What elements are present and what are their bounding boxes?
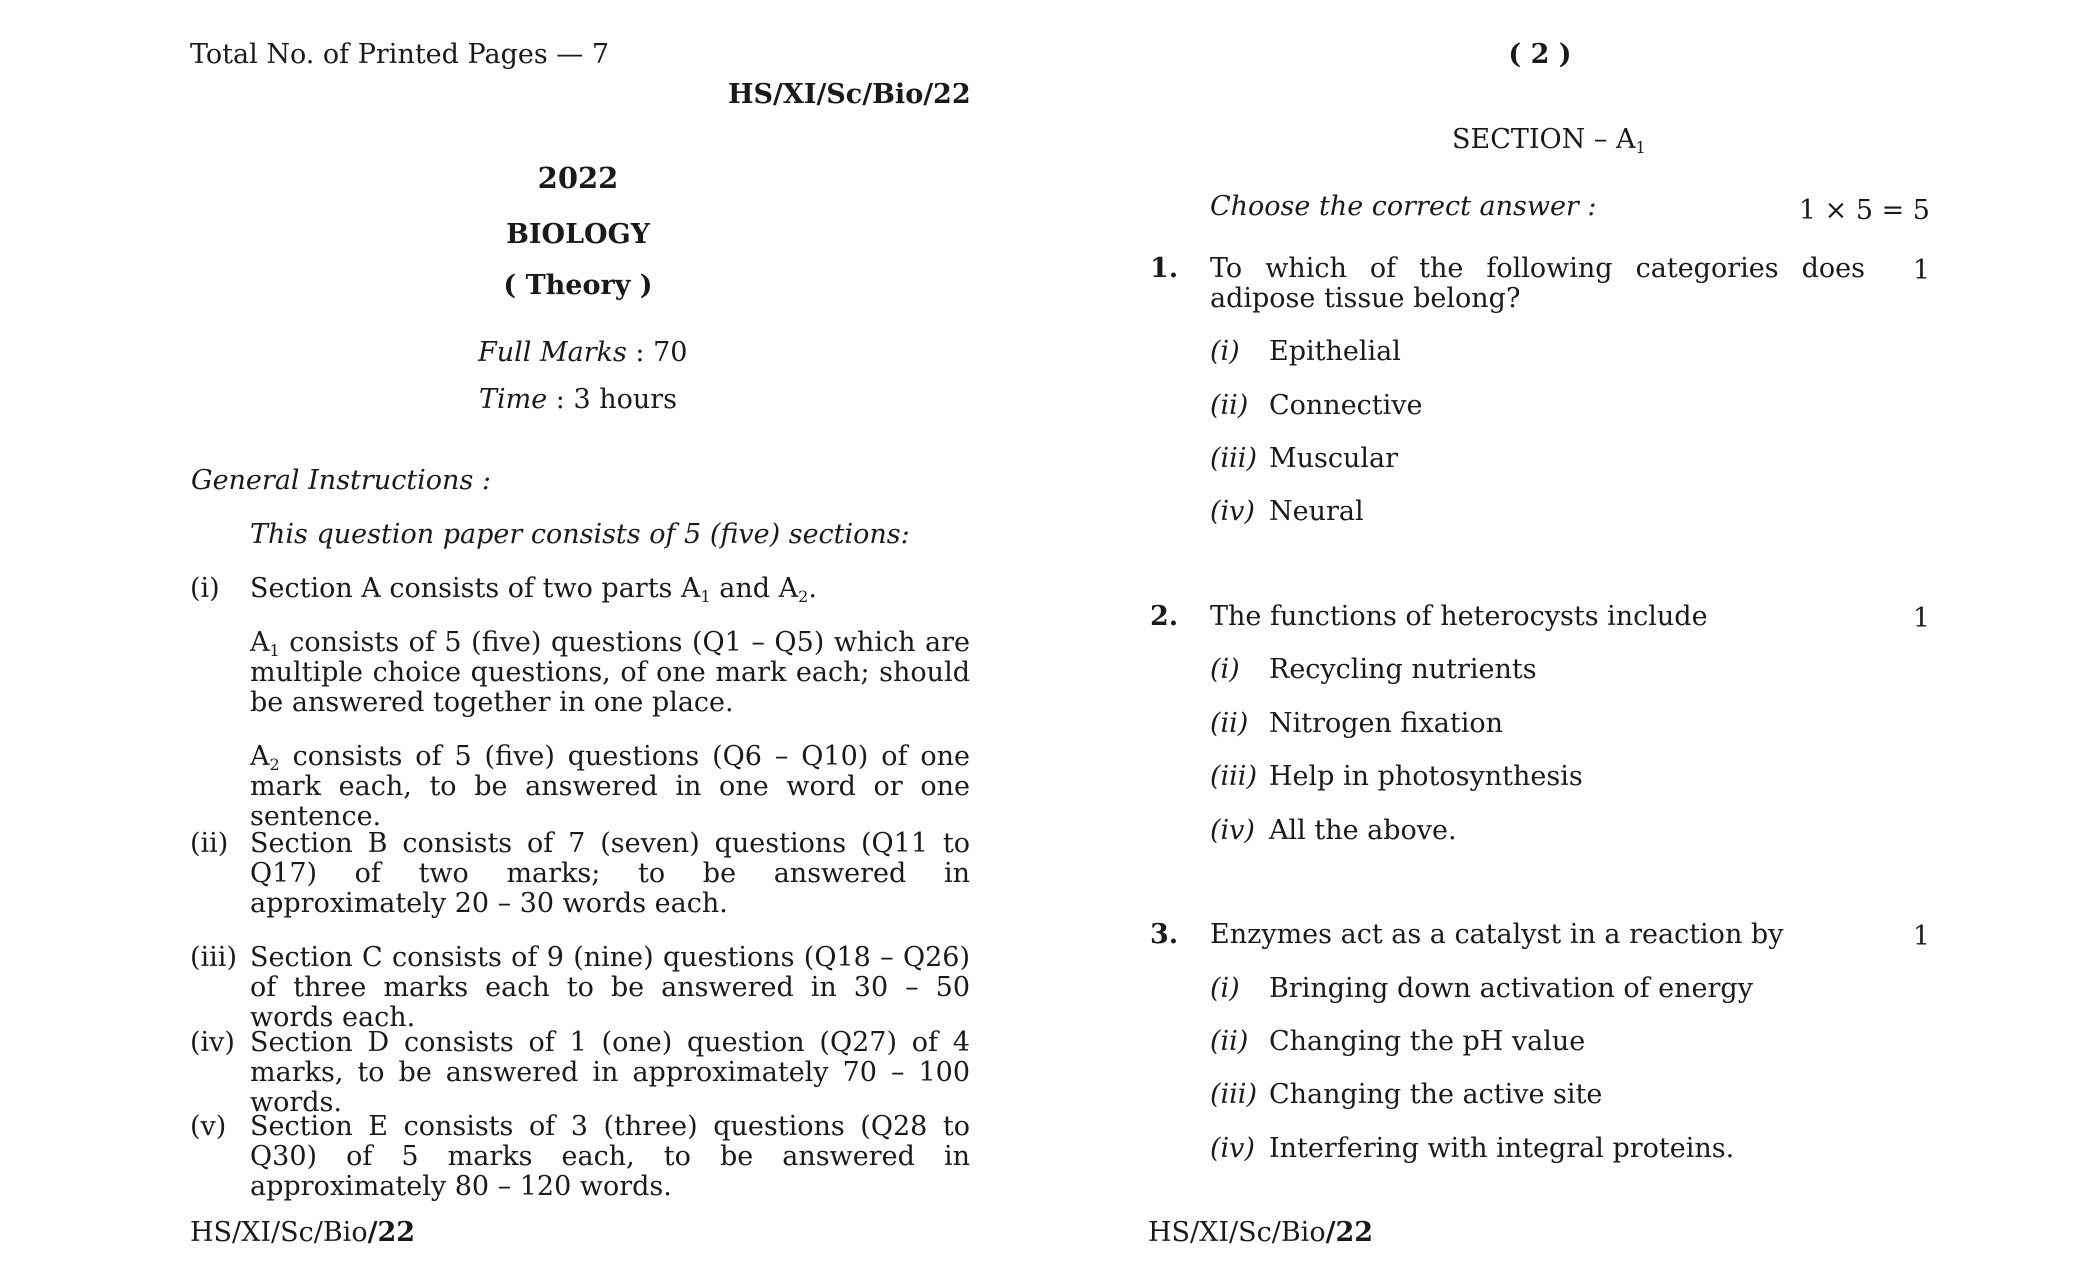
right-footer-code: HS/XI/Sc/Bio/22	[1148, 1217, 1374, 1248]
instruction-marker-iv: (iv)	[190, 1027, 235, 1058]
instruction-a2-text: $A_2$ consists of 5 (five) questions (Q6 – Q10) of one mark each, to be answered in one word or one sentence.	[250, 741, 970, 832]
question-text: To which of the following categories does adipose tissue belong?	[1210, 253, 1865, 314]
option-text: Nitrogen fixation	[1269, 708, 1503, 739]
option-marker: (iii)	[1210, 761, 1257, 792]
section-title: SECTION – $A_1$	[1452, 124, 1646, 157]
page-number: ( 2 )	[1508, 39, 1572, 70]
marks-formula: 1 × 5 = 5	[1798, 195, 1930, 226]
option-text: Changing the active site	[1269, 1079, 1603, 1110]
option-text: All the above.	[1269, 815, 1457, 846]
instruction-marker-iii: (iii)	[190, 942, 237, 973]
exam-year: 2022	[537, 161, 619, 195]
option-marker: (iv)	[1210, 496, 1255, 527]
answer-instruction: Choose the correct answer :	[1210, 191, 1597, 222]
instruction-a1-text: $A_1$ consists of 5 (five) questions (Q1 – Q5) which are multiple choice questions, of one mark each; should be answered together in one place.	[250, 627, 970, 718]
instruction-iv-text: Section D consists of 1 (one) question (Q27) of 4 marks, to be answered in approximately 70 – 100 words.	[250, 1027, 970, 1118]
question-text: Enzymes act as a catalyst in a reaction by	[1210, 919, 1784, 950]
option-marker: (i)	[1210, 336, 1240, 367]
option-text: Neural	[1269, 496, 1364, 527]
instruction-iii-text: Section C consists of 9 (nine) questions (Q18 – Q26) of three marks each to be answered in 30 – 50 words each.	[250, 942, 970, 1033]
question-number: 3.	[1150, 919, 1179, 950]
question-marks: 1	[1912, 255, 1930, 286]
instruction-marker-i: (i)	[190, 573, 220, 604]
option-text: Connective	[1269, 390, 1423, 421]
total-pages-note: Total No. of Printed Pages — 7	[190, 39, 610, 70]
question-text: The functions of heterocysts include	[1210, 601, 1708, 632]
option-marker: (i)	[1210, 973, 1240, 1004]
full-marks-value: : 70	[626, 337, 688, 368]
full-marks	[478, 337, 688, 368]
exam-time	[478, 385, 678, 415]
option-text: Changing the pH value	[1269, 1026, 1586, 1057]
general-instructions-heading: General Instructions :	[191, 465, 491, 496]
instruction-marker-v: (v)	[190, 1111, 227, 1142]
question-number: 1.	[1150, 253, 1179, 284]
option-marker: (iii)	[1210, 1079, 1257, 1110]
instruction-i-text: Section A consists of two parts $A_1$ and $A_2$.	[250, 573, 817, 606]
option-marker: (iii)	[1210, 443, 1257, 474]
instruction-v-text: Section E consists of 3 (three) questions (Q28 to Q30) of 5 marks each, to be answered in approximately 80 – 120 words.	[250, 1111, 970, 1202]
question-number: 2.	[1150, 601, 1179, 632]
time-label: Time	[478, 384, 548, 415]
paper-code-header: HS/XI/Sc/Bio/22	[728, 79, 971, 110]
instructions-intro: This question paper consists of 5 (five) sections:	[250, 519, 910, 550]
option-text: Recycling nutrients	[1269, 654, 1537, 685]
option-marker: (iv)	[1210, 815, 1255, 846]
paper-type: ( Theory )	[503, 270, 653, 301]
question-marks: 1	[1912, 921, 1930, 952]
time-value: : 3 hours	[547, 384, 678, 415]
instruction-ii-text: Section B consists of 7 (seven) questions (Q11 to Q17) of two marks; to be answered in approximately 20 – 30 words each.	[250, 828, 970, 919]
option-text: Muscular	[1269, 443, 1399, 474]
option-text: Bringing down activation of energy	[1269, 973, 1753, 1004]
option-text: Epithelial	[1269, 336, 1401, 367]
option-marker: (ii)	[1210, 390, 1249, 421]
left-footer-code: HS/XI/Sc/Bio/22	[190, 1217, 416, 1248]
option-marker: (ii)	[1210, 1026, 1249, 1057]
option-marker: (ii)	[1210, 708, 1249, 739]
full-marks-label: Full Marks	[478, 337, 627, 368]
question-marks: 1	[1912, 603, 1930, 634]
option-text: Interfering with integral proteins.	[1269, 1133, 1735, 1164]
option-marker: (iv)	[1210, 1133, 1255, 1164]
option-text: Help in photosynthesis	[1269, 761, 1583, 792]
subject-title: BIOLOGY	[506, 219, 650, 250]
option-marker: (i)	[1210, 654, 1240, 685]
instruction-marker-ii: (ii)	[190, 828, 229, 859]
